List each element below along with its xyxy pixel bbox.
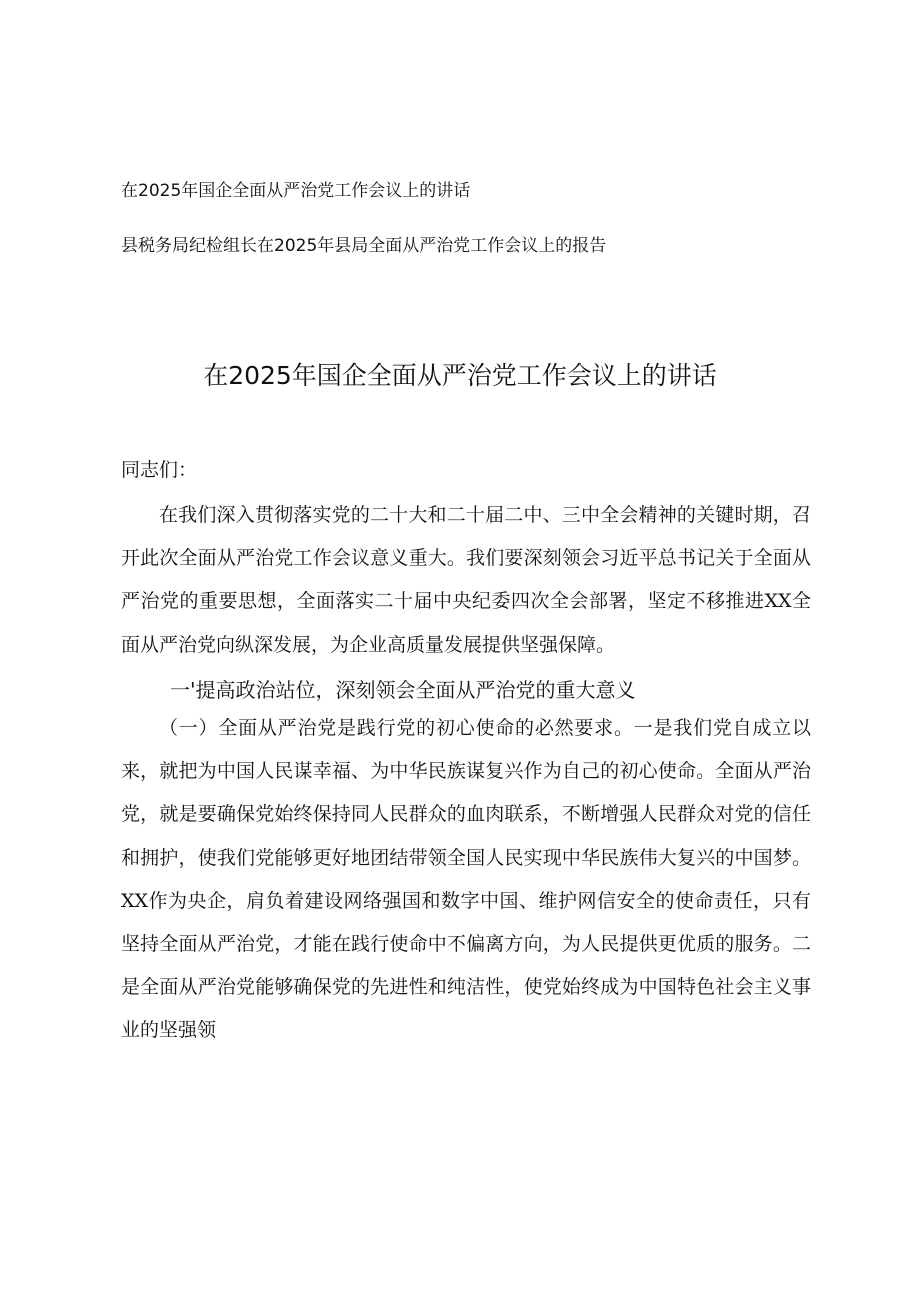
paragraph-section-1: （一）全面从严治党是践行党的初心使命的必然要求。一是我们党自成立以来，就把为中国人民谋幸福、为中华民族谋复兴作为自己的初心使命。全面从严治党，就是要确保党始终保持同人民群众的血肉联系，不断增强人民群众对党的信任和拥护，使我们党能够更好地团结带领全国人民实现中华民族伟大复兴的中国梦。XX作为央企，肩负着建设网络强国和数字中国、维护网信安全的使命责任，只有坚持全面从严治党，才能在践行使命中不偏离方向，为人民提供更优质的服务。二是全面从严治党能够确保党的先进性和纯洁性，使党始终成为中国特色社会主义事业的坚强领: [121, 717, 811, 1042]
document-title: 在2025年国企全面从严治党工作会议上的讲话: [203, 361, 717, 390]
section-heading-1: 一'提高政治站位，深刻领会全面从严治党的重大意义: [170, 678, 636, 702]
paragraph-intro: 在我们深入贯彻落实党的二十大和二十届二中、三中全会精神的关键时期，召开此次全面从严治党工作会议意义重大。我们要深刻领会习近平总书记关于全面从严治党的重要思想，全面落实二十届中央纪委四次全会部署，坚定不移推进XX全面从严治党向纵深发展，为企业高质量发展提供坚强保障。: [121, 504, 811, 656]
toc-item-report[interactable]: 县税务局纪检组长在2025年县局全面从严治党工作会议上的报告: [121, 236, 607, 256]
salutation: 同志们：: [121, 459, 198, 481]
toc-item-speech[interactable]: 在2025年国企全面从严治党工作会议上的讲话: [121, 181, 471, 201]
